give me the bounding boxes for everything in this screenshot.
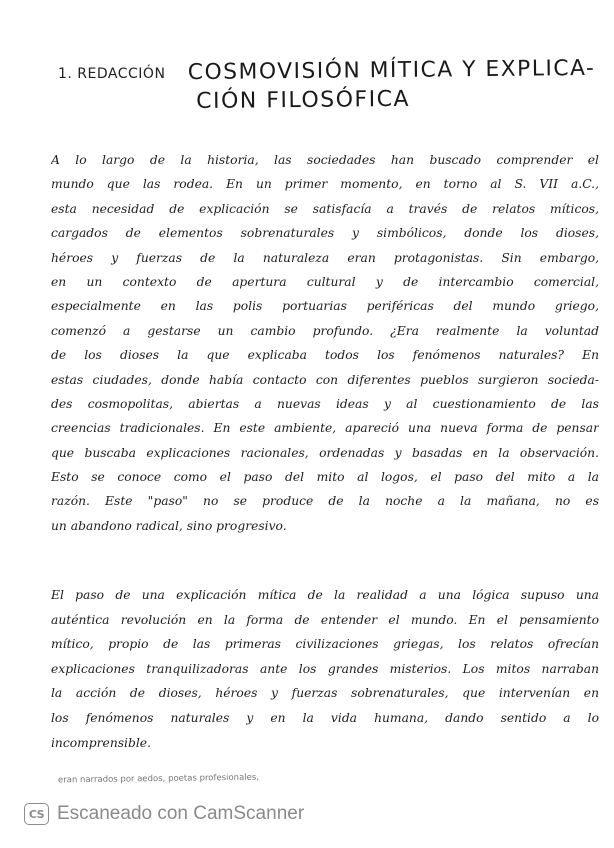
pencil-footnote: eran narrados por aedos, poetas profesionales, bbox=[57, 772, 260, 786]
paragraph-line: mítico, propio de las primeras civilizaciones griegas, los relatos ofrecían bbox=[51, 637, 599, 652]
paragraph-line: El paso de una explicación mítica de la realidad a una lógica supuso una bbox=[51, 588, 599, 602]
paragraph-line: de los dioses la que explicaba todos los fenómenos naturales? En bbox=[51, 348, 599, 363]
paragraph-line: mundo que las rodea. En un primer momento, en torno al S. VII a.C., bbox=[51, 177, 599, 192]
paragraph-line: en un contexto de apertura cultural y de intercambio comercial, bbox=[51, 274, 599, 289]
paragraph-line: los fenómenos naturales y en la vida humana, dando sentido a lo bbox=[51, 710, 599, 725]
paragraph-line: la acción de dioses, héroes y fuerzas sobrenaturales, que intervenían en bbox=[51, 686, 599, 701]
section-label: 1. REDACCIÓN bbox=[58, 66, 166, 82]
paragraph-2 bbox=[51, 583, 599, 755]
document-title bbox=[188, 54, 599, 116]
paragraph-line: cargados de elementos sobrenaturales y simbólicos, donde los dioses, bbox=[51, 226, 599, 241]
paragraph-line: creencias tradicionales. En este ambiente, apareció una nueva forma de pensar bbox=[51, 421, 599, 436]
paragraph-line: incomprensible. bbox=[51, 735, 151, 750]
watermark-text: Escaneado con CamScanner bbox=[57, 803, 305, 824]
camscanner-watermark bbox=[24, 800, 304, 828]
paragraph-line: especialmente en las polis portuarias periféricas del mundo griego, bbox=[51, 299, 599, 314]
paragraph-line: razón. Este "paso" no se produce de la noche a la mañana, no es bbox=[51, 494, 599, 509]
paragraph-line: héroes y fuerzas de la naturaleza eran protagonistas. Sin embargo, bbox=[51, 250, 599, 265]
paragraph-line: esta necesidad de explicación se satisfacía a través de relatos míticos, bbox=[51, 201, 599, 216]
paragraph-line: auténtica revolución en la forma de entender el mundo. En el pensamiento bbox=[51, 612, 599, 627]
title-line-1: COSMOVISIÓN MÍTICA Y EXPLICA- bbox=[187, 55, 596, 86]
camscanner-logo-icon: CS bbox=[24, 803, 49, 825]
paragraph-line: comenzó a gestarse un cambio profundo. ¿Era realmente la voluntad bbox=[51, 323, 599, 338]
paragraph-line: des cosmopolitas, abiertas a nuevas ideas y al cuestionamiento de las bbox=[51, 396, 599, 411]
paragraph-line: un abandono radical, sino progresivo. bbox=[51, 518, 287, 533]
paragraph-line: que buscaba explicaciones racionales, ordenadas y basadas en la observación. bbox=[51, 445, 599, 460]
paragraph-line: estas ciudades, donde había contacto con diferentes pueblos surgieron socieda- bbox=[51, 372, 599, 387]
paragraph-line: explicaciones tranquilizadoras ante los grandes misterios. Los mitos narraban bbox=[51, 661, 599, 676]
title-line-2: CIÓN FILOSÓFICA bbox=[196, 86, 411, 115]
paragraph-line: Esto se conoce como el paso del mito al logos, el paso del mito a la bbox=[51, 470, 599, 485]
paragraph-1 bbox=[51, 148, 599, 538]
paragraph-line: A lo largo de la historia, las sociedades han buscado comprender el bbox=[51, 153, 599, 167]
